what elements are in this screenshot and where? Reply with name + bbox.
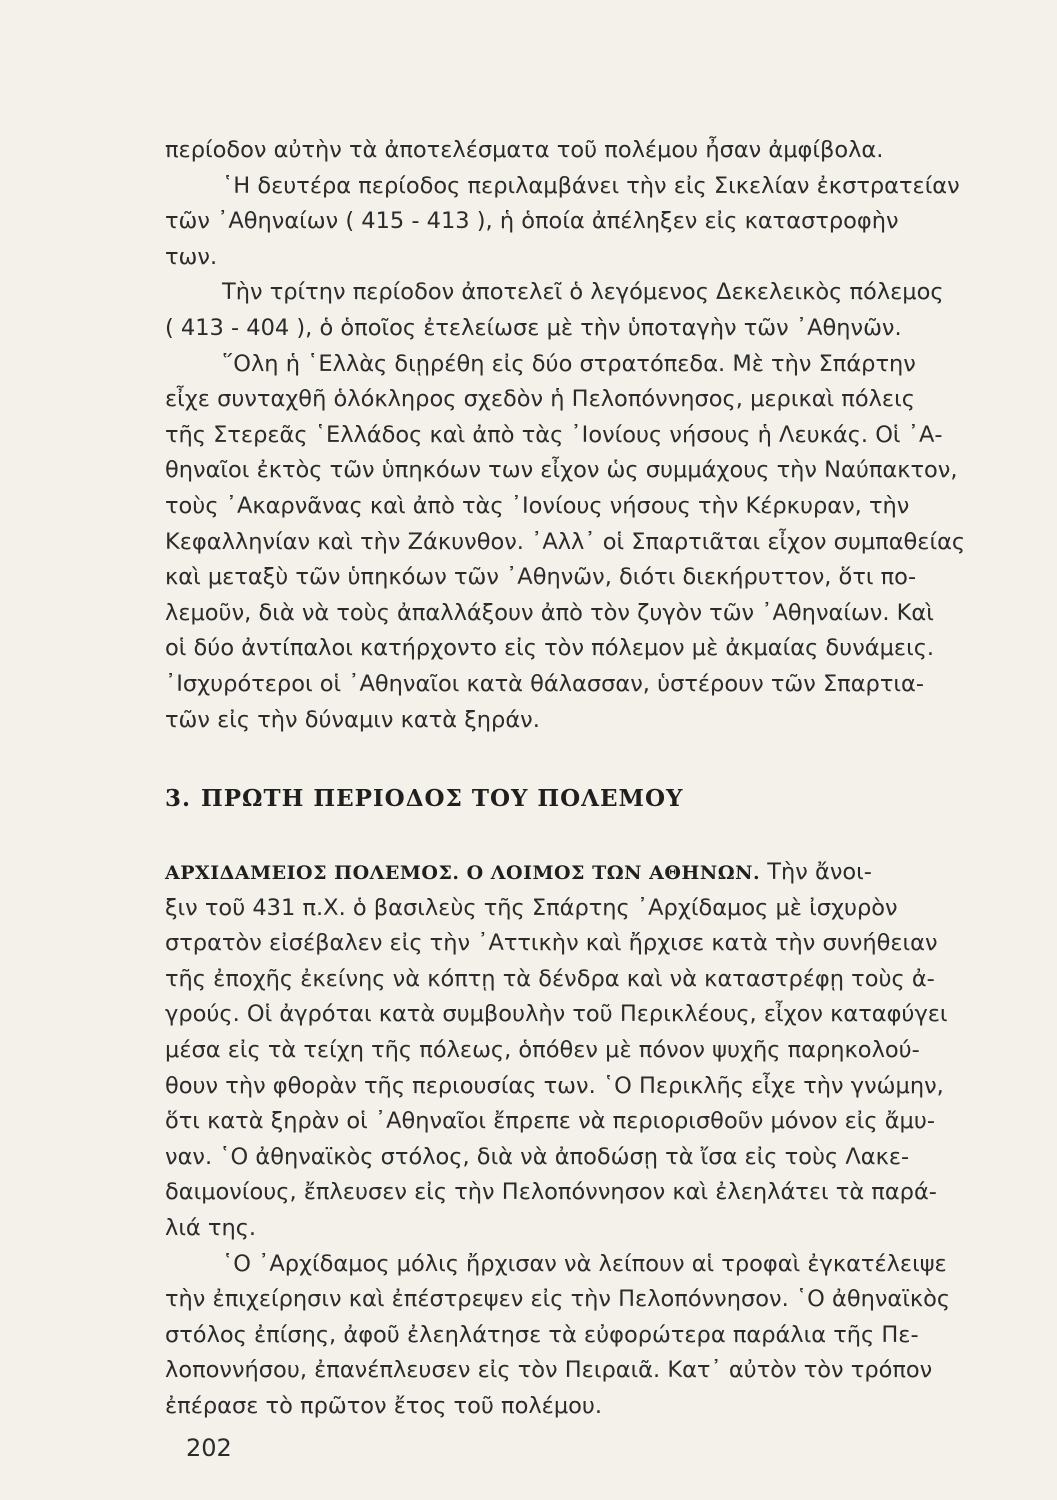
text-line: οἱ δύο ἀντίπαλοι κατήρχοντο εἰς τὸν πόλεμον μὲ ἀκμαίας δυνάμεις.: [165, 635, 935, 662]
text-line: στόλος ἐπίσης, ἀφοῦ ἐλεηλάτησε τὰ εὐφορώτερα παράλια τῆς Πε-: [165, 1321, 919, 1348]
text-line: ἐπέρασε τὸ πρῶτον ἔτος τοῦ πολέμου.: [165, 1392, 603, 1419]
subheading-continuation: Τὴν ἄνοι-: [767, 859, 872, 885]
section-heading: [165, 785, 683, 812]
text-line: τῶν εἰς τὴν δύναμιν κατὰ ξηράν.: [165, 706, 540, 733]
text-line: λοποννήσου, ἐπανέπλευσεν εἰς τὸν Πειραιᾶ. Κατ᾿ αὐτὸν τὸν τρόπον: [165, 1357, 933, 1384]
text-line: Κεφαλληνίαν καὶ τὴν Ζάκυνθον. ᾿Αλλ᾿ οἱ Σπαρτιᾶται εἶχον συμπαθείας: [165, 528, 966, 555]
text-line: μέσα εἰς τὰ τείχη τῆς πόλεως, ὁπόθεν μὲ πόνον ψυχῆς παρηκολού-: [165, 1036, 920, 1063]
text-line: ῾Η δευτέρα περίοδος περιλαμβάνει τὴν εἰς Σικελίαν ἐκστρατείαν: [222, 172, 960, 199]
text-line: ῞Ολη ἡ ῾Ελλὰς διῃρέθη εἰς δύο στρατόπεδα. Μὲ τὴν Σπάρτην: [222, 350, 916, 377]
text-line: ( 413 - 404 ), ὁ ὁποῖος ἐτελείωσε μὲ τὴν ὑποταγὴν τῶν ᾿Αθηνῶν.: [165, 314, 902, 341]
text-line: θηναῖοι ἐκτὸς τῶν ὑπηκόων των εἶχον ὡς συμμάχους τὴν Ναύπακτον,: [165, 457, 958, 484]
text-line: τὴν ἐπιχείρησιν καὶ ἐπέστρεψεν εἰς τὴν Πελοπόννησον. ῾Ο ἀθηναϊκὸς: [165, 1286, 951, 1313]
text-line: τῆς Στερεᾶς ῾Ελλάδος καὶ ἀπὸ τὰς ᾿Ιονίους νήσους ἡ Λευκάς. Οἱ ᾿Α-: [165, 421, 943, 448]
text-line: τῆς ἐποχῆς ἐκείνης νὰ κόπτῃ τὰ δένδρα καὶ νὰ καταστρέφῃ τοὺς ἀ-: [165, 965, 935, 992]
text-line: τῶν ᾿Αθηναίων ( 415 - 413 ), ἡ ὁποία ἀπέληξεν εἰς καταστροφὴν: [165, 208, 899, 235]
subheading: ΑΡΧΙΔΑΜΕΙΟΣ ΠΟΛΕΜΟΣ. Ο ΛΟΙΜΟΣ ΤΩΝ ΑΘΗΝΩΝ.: [165, 862, 761, 884]
text-line: εἶχε συνταχθῆ ὁλόκληρος σχεδὸν ἡ Πελοπόννησος, μερικαὶ πόλεις: [165, 386, 915, 413]
text-line: ᾿Ισχυρότεροι οἱ ᾿Αθηναῖοι κατὰ θάλασσαν, ὑστέρουν τῶν Σπαρτια-: [165, 670, 924, 697]
section-title: ΠΡΩΤΗ ΠΕΡΙΟΔΟΣ ΤΟΥ ΠΟΛΕΜΟΥ: [201, 785, 684, 812]
text-line: στρατὸν εἰσέβαλεν εἰς τὴν ᾿Αττικὴν καὶ ἤρχισε κατὰ τὴν συνήθειαν: [165, 930, 938, 957]
top-text-block: [165, 133, 1035, 738]
section-number: 3.: [165, 785, 192, 812]
text-line: καὶ μεταξὺ τῶν ὑπηκόων τῶν ᾿Αθηνῶν, διότι διεκήρυττον, ὅτι πο-: [165, 564, 917, 591]
text-line: γρούς. Οἱ ἀγρόται κατὰ συμβουλὴν τοῦ Περικλέους, εἶχον καταφύγει: [165, 1001, 948, 1028]
text-line: των.: [165, 243, 218, 270]
text-line: τοὺς ᾿Ακαρνᾶνας καὶ ἀπὸ τὰς ᾿Ιονίους νήσους τὴν Κέρκυραν, τὴν: [165, 492, 910, 519]
text-line: δαιμονίους, ἔπλευσεν εἰς τὴν Πελοπόννησον καὶ ἐλεηλάτει τὰ παρά-: [165, 1179, 937, 1206]
text-line: λεμοῦν, διὰ νὰ τοὺς ἀπαλλάξουν ἀπὸ τὸν ζυγὸν τῶν ᾿Αθηναίων. Καὶ: [165, 599, 934, 626]
text-line: ῾Ο ᾿Αρχίδαμος μόλις ἤρχισαν νὰ λείπουν αἱ τροφαὶ ἐγκατέλειψε: [222, 1250, 947, 1277]
text-line: ξιν τοῦ 431 π.Χ. ὁ βασιλεὺς τῆς Σπάρτης ᾿Αρχίδαμος μὲ ἰσχυρὸν: [165, 894, 898, 921]
text-line: θουν τὴν φθορὰν τῆς περιουσίας των. ῾Ο Περικλῆς εἶχε τὴν γνώμην,: [165, 1072, 944, 1099]
page-number: 202: [186, 1434, 232, 1462]
text-line: Τὴν τρίτην περίοδον ἀποτελεῖ ὁ λεγόμενος Δεκελεικὸς πόλεμος: [222, 279, 944, 306]
text-line: ναν. ῾Ο ἀθηναϊκὸς στόλος, διὰ νὰ ἀποδώσῃ τὰ ἴσα εἰς τοὺς Λακε-: [165, 1143, 910, 1170]
text-line: περίοδον αὐτὴν τὰ ἀποτελέσματα τοῦ πολέμου ἦσαν ἀμφίβολα.: [165, 137, 884, 163]
text-line: λιά της.: [165, 1214, 257, 1241]
subheading-line: [165, 855, 1035, 891]
bottom-text-block: [165, 855, 1035, 1425]
text-line: ὅτι κατὰ ξηρὰν οἱ ᾿Αθηναῖοι ἔπρεπε νὰ περιορισθοῦν μόνον εἰς ἄμυ-: [165, 1108, 935, 1135]
